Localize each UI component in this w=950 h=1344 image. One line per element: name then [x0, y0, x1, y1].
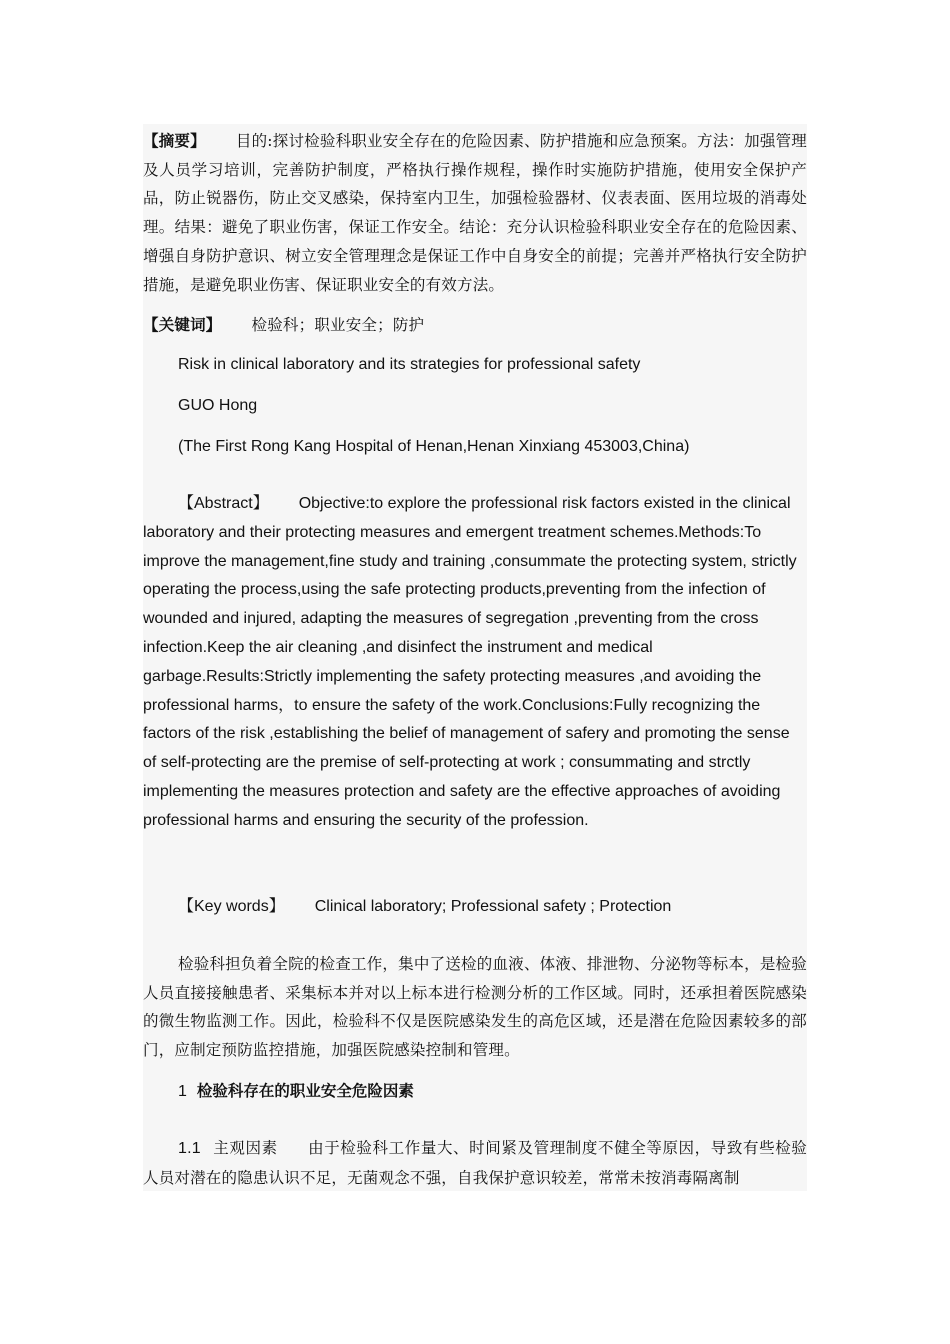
summary-label: 【摘要】 [143, 132, 206, 150]
abstract-en-label: 【Abstract】 [178, 495, 269, 512]
section-1-title: 检验科存在的职业安全危险因素 [196, 1082, 414, 1100]
keywords-cn-label: 【关键词】 [143, 316, 222, 334]
keywords-en-label: 【Key words】 [178, 898, 285, 915]
section-1-heading [143, 1077, 807, 1107]
keywords-cn-text: 检验科；职业安全；防护 [251, 316, 425, 334]
section-1-1-paragraph [143, 1134, 807, 1193]
abstract-en-paragraph [143, 490, 807, 836]
author-en: GUO Hong [178, 397, 258, 414]
keywords-en-paragraph [143, 893, 807, 922]
keywords-en-text: Clinical laboratory; Professional safety ; Protection [314, 898, 672, 915]
summary-paragraph [143, 127, 807, 299]
affiliation-en: (The First Rong Kang Hospital of Henan,Henan Xinxiang 453003,China) [178, 438, 690, 455]
section-1-1-number: 1.1 [178, 1140, 201, 1157]
summary-text: 目的:探讨检验科职业安全存在的危险因素、防护措施和应急预案。方法：加强管理及人员学习培训，完善防护制度，严格执行操作规程，操作时实施防护措施，使用安全保护产品，防止锐器伤，防止交叉感染，保持室内卫生，加强检验器材、仪表表面、医用垃圾的消毒处理。结果：避免了职业伤害，保证工作安全。结论：充分认识检验科职业安全存在的危险因素、增强自身防护意识、树立安全管理理念是保证工作中自身安全的前提；完善并严格执行安全防护措施，是避免职业伤害、保证职业安全的有效方法。 [143, 132, 807, 294]
abstract-en-text: Objective:to explore the professional risk factors existed in the clinical laboratory and their protecting measures and emergent treatment schemes.Methods:To improve the management,fine study and training ,consummate the protecting system, strictly operating the process,using the safe protecting products,preventing from the infection of wounded and injured, adapting the measures of segregation ,preventing from the cross infection.Keep the air cleaning ,and disinfect the instrument and medical garbage.Results:Strictly implementing the safety protecting measures ,and avoiding the professional harms，to ensure the safety of the work.Conclusions:Fully recognizing the factors of the risk ,establishing the belief of management of safery and promoting the sense of self-protecting are the premise of self-protecting at work ; consummating and strctly implementing the measures protection and safety are the effective approaches of avoiding professional harms and ensuring the security of the profession. [143, 495, 797, 829]
section-1-1-title: 主观因素 [212, 1139, 278, 1157]
section-1-1-text: 由于检验科工作量大、时间紧及管理制度不健全等原因，导致有些检验人员对潜在的隐患认识不足，无菌观念不强，自我保护意识较差，常常未按消毒隔离制 [143, 1139, 807, 1187]
intro-paragraph: 检验科担负着全院的检查工作，集中了送检的血液、体液、排泄物、分泌物等标本，是检验人员直接接触患者、采集标本并对以上标本进行检测分析的工作区域。同时，还承担着医院感染的微生物监测工作。因此，检验科不仅是医院感染发生的高危区域，还是潜在危险因素较多的部门，应制定预防监控措施，加强医院感染控制和管理。 [143, 955, 807, 1060]
keywords-cn-paragraph [143, 311, 807, 340]
title-en: Risk in clinical laboratory and its strategies for professional safety [178, 356, 641, 373]
section-1-number: 1 [178, 1083, 187, 1100]
